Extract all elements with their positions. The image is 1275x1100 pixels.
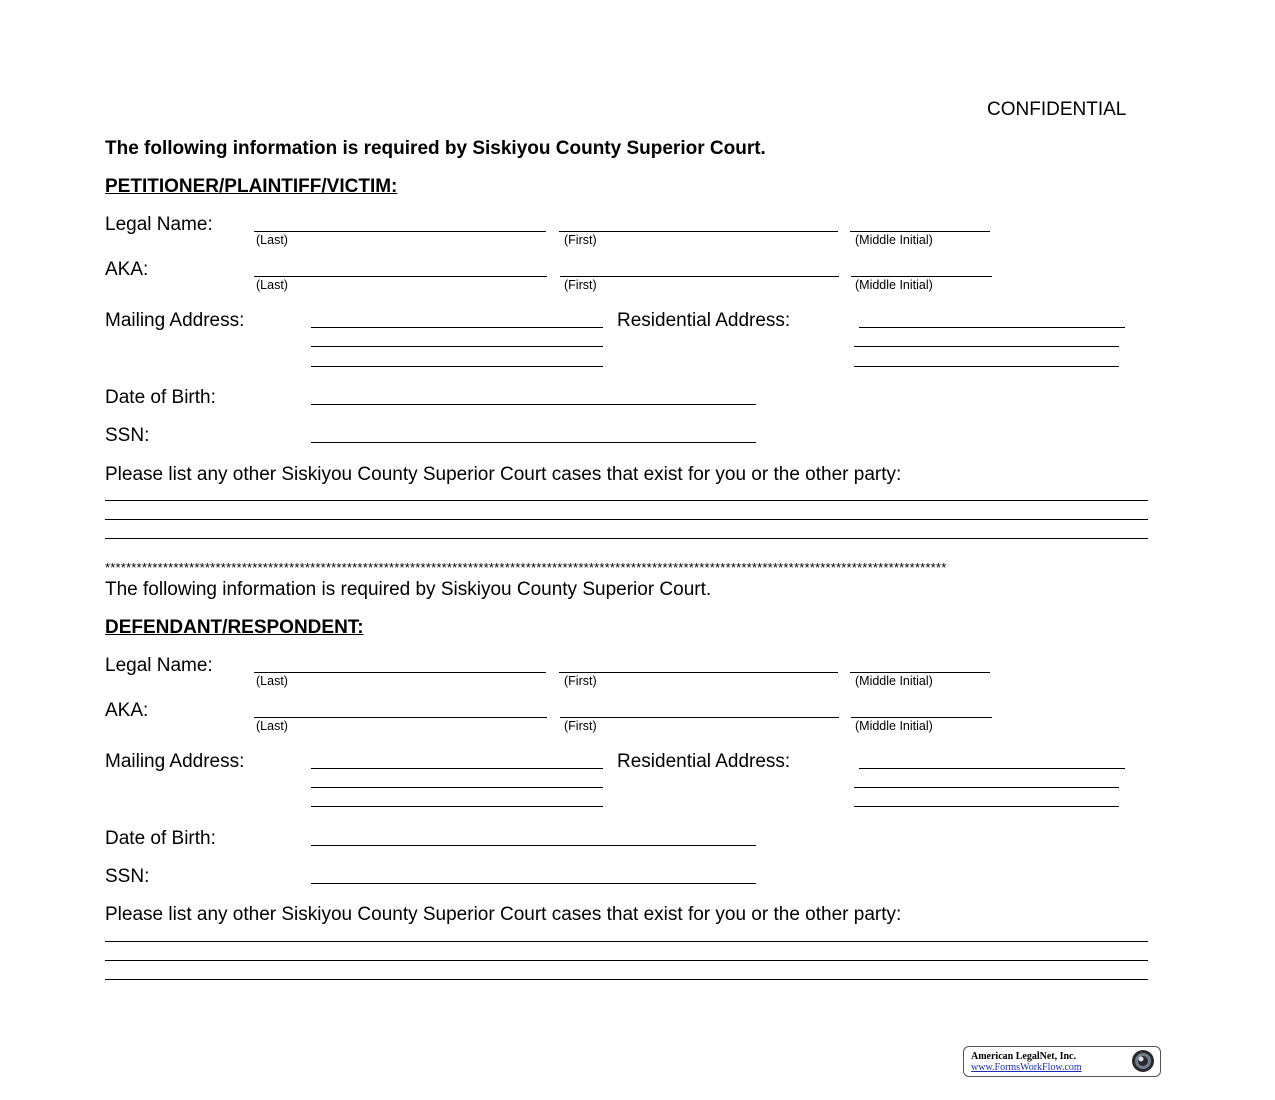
other-cases-prompt: Please list any other Siskiyou County Superior Court cases that exist for you or the other party: [105,464,902,485]
legal-first-name-field[interactable] [559,231,838,232]
first-hint: (First) [564,278,597,292]
ssn-label: SSN: [105,866,150,887]
legal-name-label: Legal Name: [105,655,213,676]
ssn-field[interactable] [311,883,756,884]
ssn-label: SSN: [105,425,150,446]
date-of-birth-label: Date of Birth: [105,828,216,849]
mailing-address-line-2[interactable] [311,346,603,347]
aka-last-name-field[interactable] [254,276,547,277]
aka-last-name-field[interactable] [254,717,547,718]
mailing-address-line-3[interactable] [311,366,603,367]
mailing-address-label: Mailing Address: [105,751,245,772]
first-hint: (First) [564,674,597,688]
other-cases-line-3[interactable] [105,979,1148,980]
legal-first-name-field[interactable] [559,672,838,673]
mailing-address-line-3[interactable] [311,806,603,807]
date-of-birth-label: Date of Birth: [105,387,216,408]
residential-address-line-2[interactable] [854,787,1119,788]
middle-hint: (Middle Initial) [855,278,933,292]
last-hint: (Last) [256,233,288,247]
other-cases-line-2[interactable] [105,519,1148,520]
mailing-address-line-1[interactable] [311,768,603,769]
date-of-birth-field[interactable] [311,404,756,405]
middle-hint: (Middle Initial) [855,719,933,733]
section-intro: The following information is required by Siskiyou County Superior Court. [105,138,766,159]
date-of-birth-field[interactable] [311,845,756,846]
mailing-address-line-1[interactable] [311,327,603,328]
legal-name-label: Legal Name: [105,214,213,235]
american-legalnet-logo [963,1046,1161,1077]
aka-first-name-field[interactable] [560,276,839,277]
last-hint: (Last) [256,719,288,733]
last-hint: (Last) [256,278,288,292]
section-heading: DEFENDANT/RESPONDENT: [105,617,364,638]
section-separator: **************************************************************************************************************************************************************** [105,561,947,574]
legal-middle-initial-field[interactable] [850,672,990,673]
residential-address-line-3[interactable] [854,806,1119,807]
other-cases-line-1[interactable] [105,941,1148,942]
other-cases-line-1[interactable] [105,500,1148,501]
first-hint: (First) [564,719,597,733]
confidential-label: CONFIDENTIAL [987,99,1127,120]
residential-address-line-3[interactable] [854,366,1119,367]
mailing-address-label: Mailing Address: [105,310,245,331]
residential-address-line-1[interactable] [859,327,1125,328]
aka-first-name-field[interactable] [560,717,839,718]
residential-address-line-1[interactable] [859,768,1125,769]
section-heading: PETITIONER/PLAINTIFF/VICTIM: [105,176,398,197]
ssn-field[interactable] [311,442,756,443]
globe-icon [1131,1049,1155,1073]
legal-middle-initial-field[interactable] [850,231,990,232]
aka-middle-initial-field[interactable] [851,276,992,277]
last-hint: (Last) [256,674,288,688]
aka-label: AKA: [105,259,149,280]
logo-url-link[interactable]: www.FormsWorkFlow.com [971,1062,1082,1073]
residential-address-label: Residential Address: [617,310,791,331]
other-cases-line-2[interactable] [105,960,1148,961]
legal-last-name-field[interactable] [254,672,546,673]
legal-last-name-field[interactable] [254,231,546,232]
other-cases-line-3[interactable] [105,538,1148,539]
mailing-address-line-2[interactable] [311,787,603,788]
logo-company-name: American LegalNet, Inc. [971,1051,1076,1062]
residential-address-line-2[interactable] [854,346,1119,347]
aka-label: AKA: [105,700,149,721]
middle-hint: (Middle Initial) [855,233,933,247]
first-hint: (First) [564,233,597,247]
residential-address-label: Residential Address: [617,751,791,772]
other-cases-prompt: Please list any other Siskiyou County Superior Court cases that exist for you or the other party: [105,904,902,925]
middle-hint: (Middle Initial) [855,674,933,688]
section-intro: The following information is required by Siskiyou County Superior Court. [105,579,712,600]
aka-middle-initial-field[interactable] [851,717,992,718]
